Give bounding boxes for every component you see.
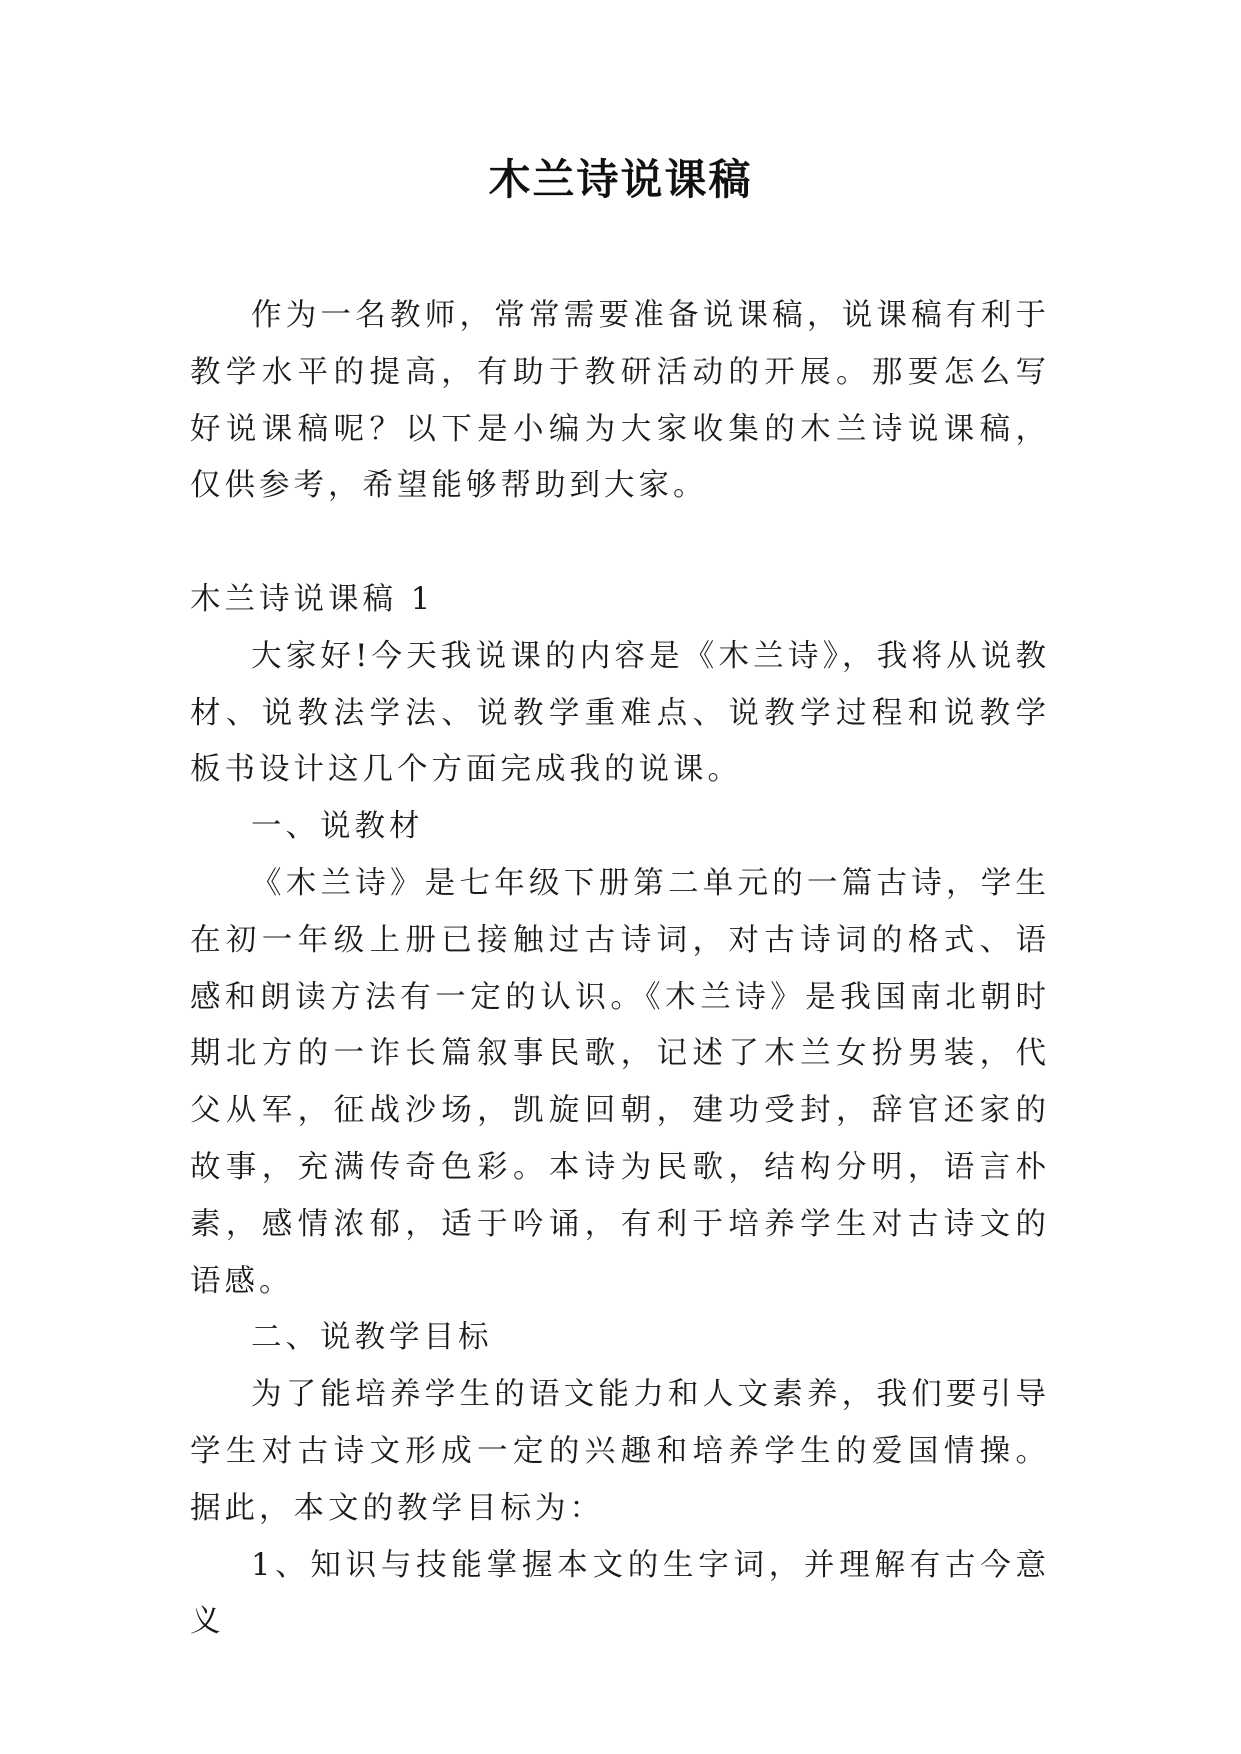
- document-body: [190, 288, 1050, 1651]
- subheading-teaching-goals: 二、说教学目标: [251, 1320, 493, 1356]
- body-paragraph: 《木兰诗》是七年级下册第二单元的一篇古诗，学生在初一年级上册已接触过古诗词，对古诗词的格式、语感和朗读方法有一定的认识。《木兰诗》是我国南北朝时期北方的一诈长篇叙事民歌，记述了木兰女扮男装，代父从军，征战沙场，凯旋回朝，建功受封，辞官还家的故事，充满传奇色彩。本诗为民歌，结构分明，语言朴素，感情浓郁，适于吟诵，有利于培养学生对古诗文的语感。: [190, 865, 1050, 1299]
- body-paragraph: 大家好!今天我说课的内容是《木兰诗》，我将从说教材、说教法学法、说教学重难点、说教学过程和说教学板书设计这几个方面完成我的说课。: [190, 638, 1050, 788]
- subheading-teaching-material: 一、说教材: [251, 809, 424, 845]
- list-item: 1、知识与技能掌握本文的生字词，并理解有古今意义: [190, 1547, 1050, 1640]
- section-heading: 木兰诗说课稿 1: [190, 581, 435, 617]
- document-title: 木兰诗说课稿: [488, 155, 753, 204]
- intro-paragraph: 作为一名教师，常常需要准备说课稿，说课稿有利于教学水平的提高，有助于教研活动的开展。那要怎么写好说课稿呢？以下是小编为大家收集的木兰诗说课稿，仅供参考，希望能够帮助到大家。: [190, 298, 1050, 504]
- paragraph-spacer: [190, 515, 1050, 572]
- body-paragraph: 为了能培养学生的语文能力和人文素养，我们要引导学生对古诗文形成一定的兴趣和培养学生的爱国情操。据此，本文的教学目标为：: [190, 1377, 1050, 1526]
